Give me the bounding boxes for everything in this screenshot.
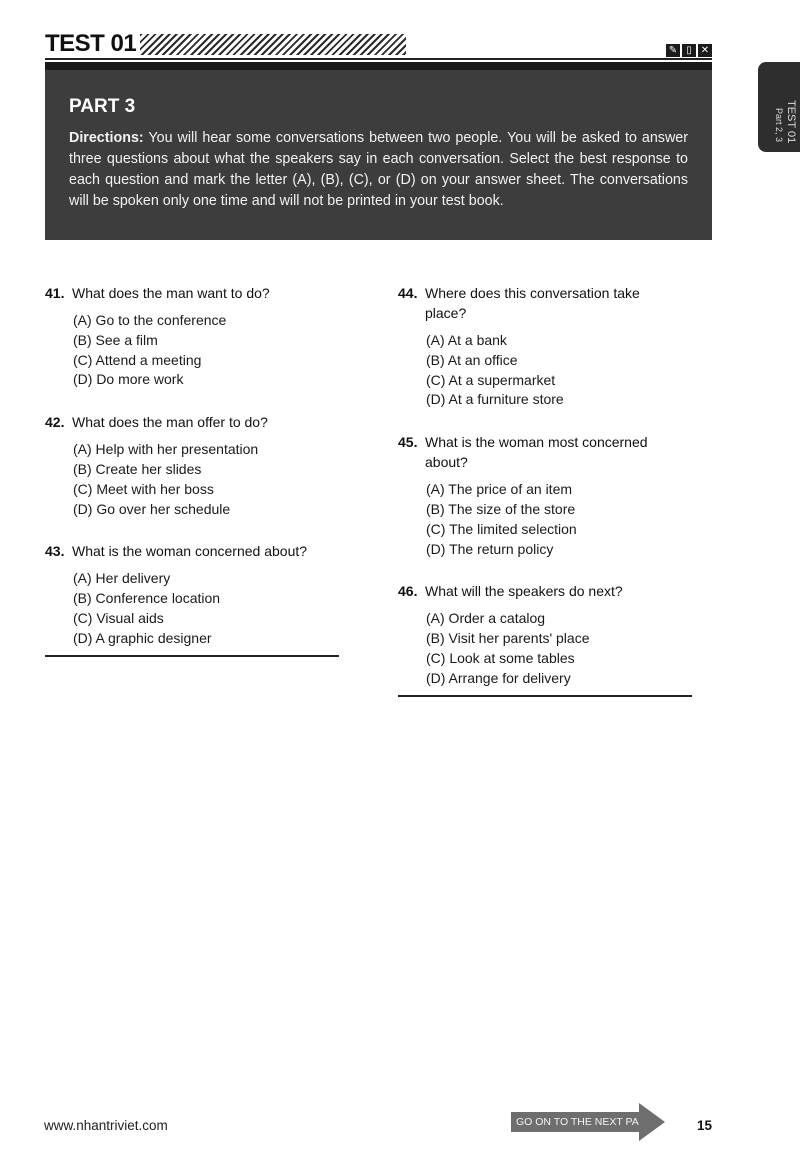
hatch-decoration	[140, 34, 406, 55]
option-b: (B) Visit her parents' place	[426, 630, 590, 647]
question-46	[398, 581, 698, 696]
option-a: (A) Go to the conference	[73, 312, 227, 328]
question-text: What is the woman most concerned about?	[425, 434, 648, 471]
directions-box	[45, 62, 712, 240]
directions-body: You will hear some conversations between two people. You will be asked to answer three questions about what the speakers say in each conversation. Select the best response to each question and mark the letter (A), (B), (C), or (D) on your answer sheet. The conversations will be spoken only one time and will not be printed in your test book.	[69, 130, 688, 209]
question-number: 44.	[398, 285, 418, 301]
side-tab-part: Part 2, 3	[774, 108, 784, 143]
question-number: 42.	[45, 414, 65, 431]
option-a: (A) Her delivery	[73, 570, 171, 587]
question-text: What does the man offer to do?	[72, 414, 268, 431]
question-45	[398, 432, 698, 559]
side-tab-test: TEST 01	[785, 100, 797, 144]
part-title: PART 3	[69, 96, 136, 117]
question-text: Where does this conversation take place?	[425, 285, 640, 321]
option-c: (C) At a supermarket	[426, 371, 556, 388]
questions-right-column	[398, 283, 698, 719]
question-44	[398, 283, 698, 410]
option-a: (A) The price of an item	[426, 481, 573, 498]
question-text: What is the woman concerned about?	[72, 543, 308, 560]
option-d: (D) A graphic designer	[73, 629, 212, 646]
option-c: (C) Attend a meeting	[73, 351, 202, 368]
answer-options	[45, 569, 345, 648]
question-number: 45.	[398, 434, 418, 451]
option-b: (B) See a film	[73, 331, 158, 348]
question-number: 41.	[45, 285, 65, 301]
section-end-rule	[398, 695, 692, 697]
option-b: (B) Conference location	[73, 590, 221, 607]
option-b: (B) At an office	[426, 351, 518, 368]
close-icon: ✕	[698, 44, 712, 57]
option-a: (A) Order a catalog	[426, 610, 546, 627]
option-b: (B) Create her slides	[73, 460, 202, 477]
test-title: TEST 01	[45, 30, 137, 57]
option-b: (B) The size of the store	[426, 500, 576, 517]
option-c: (C) The limited selection	[426, 520, 577, 537]
answer-options	[45, 440, 345, 519]
directions-label: Directions:	[69, 130, 144, 146]
question-text: What will the speakers do next?	[425, 583, 623, 600]
side-tab	[758, 62, 800, 152]
question-42	[45, 412, 345, 519]
option-d: (D) The return policy	[426, 540, 554, 557]
answer-options	[398, 480, 698, 559]
option-d: (D) Do more work	[73, 371, 184, 388]
answer-options	[398, 331, 698, 410]
question-stem	[398, 432, 698, 472]
question-number: 46.	[398, 583, 418, 600]
questions-left-column	[45, 283, 345, 679]
option-c: (C) Look at some tables	[426, 649, 575, 666]
option-d: (D) Arrange for delivery	[426, 669, 571, 686]
question-stem	[45, 541, 345, 561]
next-page-arrow	[511, 1103, 664, 1141]
section-end-rule	[45, 655, 339, 657]
footer-url: www.nhantriviet.com	[44, 1118, 168, 1133]
pencil-icon: ✎	[666, 44, 680, 57]
page-number: 15	[697, 1118, 713, 1133]
question-stem	[398, 283, 698, 323]
header-rule	[45, 58, 712, 60]
question-text: What does the man want to do?	[72, 285, 270, 301]
next-page-label: GO ON TO THE NEXT PAGE	[511, 1112, 639, 1132]
option-d: (D) At a furniture store	[426, 391, 564, 408]
question-stem	[45, 412, 345, 432]
option-d: (D) Go over her schedule	[73, 500, 231, 517]
answer-options	[398, 609, 698, 688]
question-stem	[45, 283, 345, 303]
option-a: (A) Help with her presentation	[73, 441, 259, 458]
question-43	[45, 541, 345, 656]
book-icon: ▯	[682, 44, 696, 57]
question-stem	[398, 581, 698, 601]
option-c: (C) Meet with her boss	[73, 480, 214, 497]
option-c: (C) Visual aids	[73, 609, 164, 626]
option-a: (A) At a bank	[426, 332, 507, 348]
directions-text	[69, 128, 688, 212]
answer-options	[45, 311, 345, 390]
question-41	[45, 283, 345, 390]
header-icons	[666, 44, 712, 57]
arrow-right-icon	[639, 1103, 665, 1141]
question-number: 43.	[45, 543, 65, 560]
